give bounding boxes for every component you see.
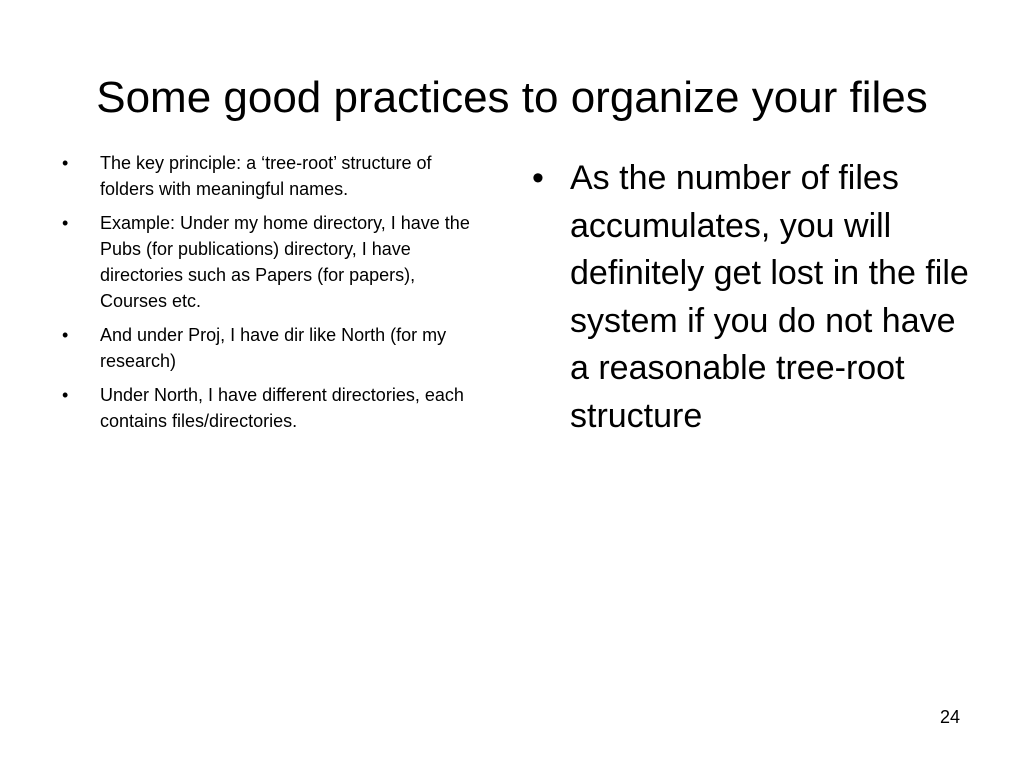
right-bullet-text: As the number of files accumulates, you will definitely get lost in the file system if you do not have a reasonable tree-root structure <box>570 159 969 435</box>
left-bullet-text: Under North, I have different directories, each contains files/directories. <box>100 385 464 431</box>
slide-title: Some good practices to organize your files <box>96 73 928 122</box>
left-bullet-text: The key principle: a ‘tree-root’ structure of folders with meaningful names. <box>100 153 432 199</box>
left-bullet-item <box>60 210 485 314</box>
right-bullet-item <box>532 155 972 440</box>
left-bullet-item <box>60 382 485 434</box>
left-bullet-item <box>60 150 485 202</box>
left-bullet-item <box>60 322 485 374</box>
left-bullet-text: And under Proj, I have dir like North (for my research) <box>100 325 447 371</box>
page-number: 24 <box>939 707 960 727</box>
bullet-icon: • <box>62 213 69 233</box>
left-bullet-text: Example: Under my home directory, I have the Pubs (for publications) directory, I have directories such as Papers (for papers), Courses etc. <box>100 213 470 311</box>
bullet-icon: • <box>62 153 69 173</box>
left-bullet-list <box>60 150 485 442</box>
bullet-icon: • <box>62 325 69 345</box>
bullet-icon: • <box>532 159 544 197</box>
right-bullet-list <box>532 155 972 440</box>
bullet-icon: • <box>62 385 69 405</box>
